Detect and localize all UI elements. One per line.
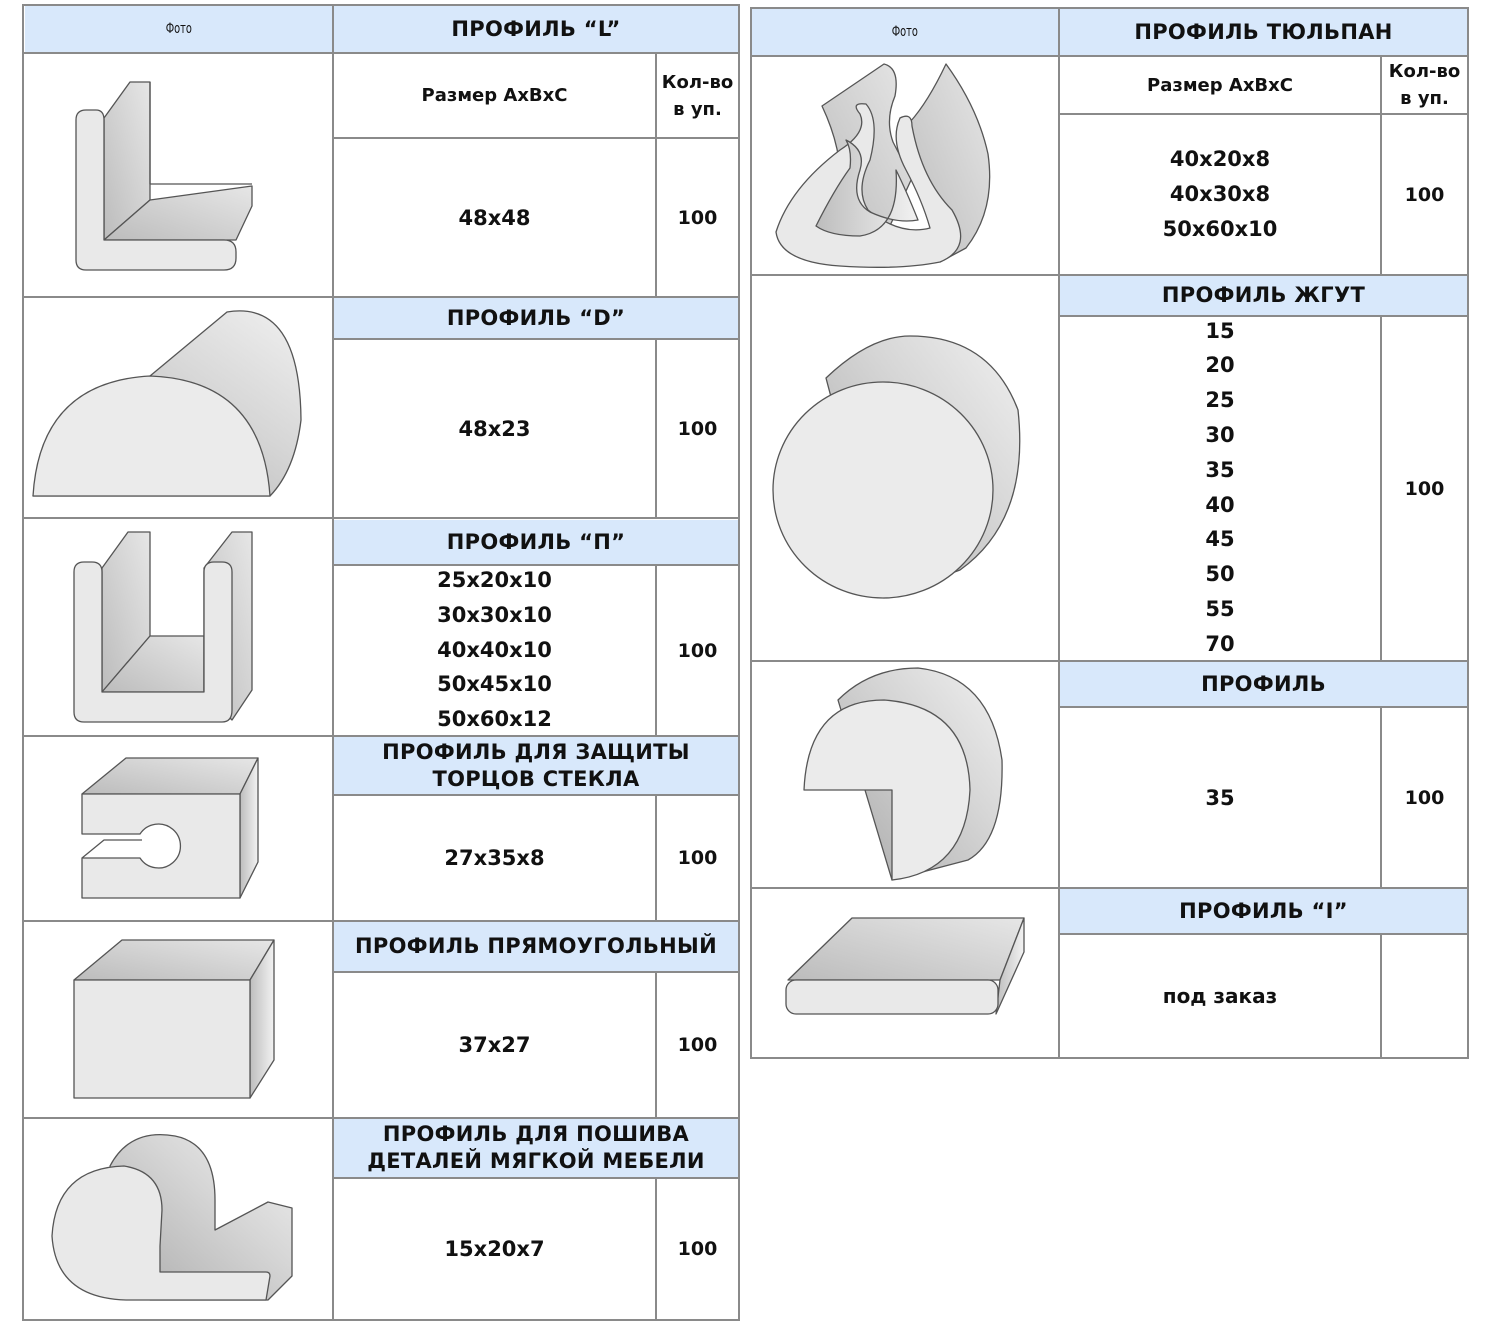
size-value: 50х60х12 (437, 707, 552, 732)
size-value: 20 (1205, 353, 1235, 378)
size-column-header: Размер АхВхС (421, 85, 568, 106)
size-value: 50 (1205, 562, 1235, 587)
d-profile-qty: 100 (677, 417, 718, 440)
size-value: 40 (1205, 492, 1235, 517)
photo-header-label: Фото (165, 21, 192, 37)
u-profile-shape-icon (74, 532, 252, 722)
notched-profile-title: ПРОФИЛЬ (1060, 662, 1467, 706)
size-value: 30х30х10 (437, 602, 552, 627)
notched-round-profile-shape-icon (804, 668, 1002, 880)
size-column-header-right: Размер АхВхС (1147, 74, 1293, 96)
u-profile-title: ПРОФИЛЬ “П” (334, 520, 738, 564)
upholstery-profile-size: 15х20х7 (444, 1237, 545, 1261)
i-profile-size: под заказ (1162, 984, 1278, 1008)
cord-profile-qty: 100 (1404, 477, 1445, 500)
tulip-profile-title: ПРОФИЛЬ ТЮЛЬПАН (1060, 9, 1467, 55)
glass-edge-profile-shape-icon (82, 758, 258, 898)
l-profile-shape-icon (76, 82, 252, 270)
notched-profile-qty: 100 (1404, 786, 1445, 809)
size-value: 55 (1205, 596, 1235, 621)
size-value: 40х40х10 (437, 637, 552, 662)
notched-profile-size: 35 (1205, 785, 1235, 810)
size-value: 50х60х10 (1162, 216, 1278, 241)
qty-column-header-right: Кол-во в уп. (1388, 61, 1461, 109)
rectangular-profile-size: 37х27 (458, 1033, 531, 1057)
size-value: 25 (1205, 388, 1235, 413)
glass-edge-profile-title: ПРОФИЛЬ ДЛЯ ЗАЩИТЫ ТОРЦОВ СТЕКЛА (334, 737, 738, 794)
rectangular-profile-title: ПРОФИЛЬ ПРЯМОУГОЛЬНЫЙ (334, 922, 738, 971)
i-profile-title: ПРОФИЛЬ “I” (1060, 889, 1467, 933)
l-profile-size: 48х48 (458, 205, 531, 230)
cord-profile-shape-icon (773, 336, 1020, 598)
qty-column-header: Кол-во в уп. (661, 71, 734, 120)
size-value: 45 (1205, 527, 1235, 552)
cord-profile-title: ПРОФИЛЬ ЖГУТ (1060, 276, 1467, 315)
l-profile-title: ПРОФИЛЬ “L” (334, 6, 738, 52)
tulip-profile-shape-icon (776, 64, 990, 267)
upholstery-profile-title: ПРОФИЛЬ ДЛЯ ПОШИВА ДЕТАЛЕЙ МЯГКОЙ МЕБЕЛИ (334, 1119, 738, 1177)
size-value: 50х45х10 (437, 672, 552, 697)
size-value: 35 (1205, 457, 1235, 482)
glass-edge-profile-qty: 100 (677, 847, 718, 869)
l-profile-qty: 100 (677, 206, 718, 229)
upholstery-profile-shape-icon (52, 1135, 292, 1300)
size-value: 70 (1205, 631, 1235, 656)
glass-edge-profile-size: 27х35х8 (444, 846, 545, 870)
u-profile-qty: 100 (677, 640, 718, 662)
size-value: 25х20х10 (437, 568, 552, 593)
rectangular-profile-qty: 100 (677, 1034, 718, 1056)
tulip-profile-qty: 100 (1404, 183, 1445, 206)
d-profile-shape-icon (33, 311, 301, 496)
photo-header-label: Фото (891, 24, 919, 40)
d-profile-size: 48х23 (458, 416, 531, 441)
size-value: 15 (1205, 318, 1235, 343)
flat-strip-profile-shape-icon (786, 918, 1024, 1014)
upholstery-profile-qty: 100 (677, 1238, 718, 1260)
size-value: 40х30х8 (1169, 182, 1271, 207)
size-value: 30 (1205, 422, 1235, 447)
d-profile-title: ПРОФИЛЬ “D” (334, 298, 738, 338)
rectangular-profile-shape-icon (74, 940, 274, 1098)
size-value: 40х20х8 (1169, 147, 1271, 172)
